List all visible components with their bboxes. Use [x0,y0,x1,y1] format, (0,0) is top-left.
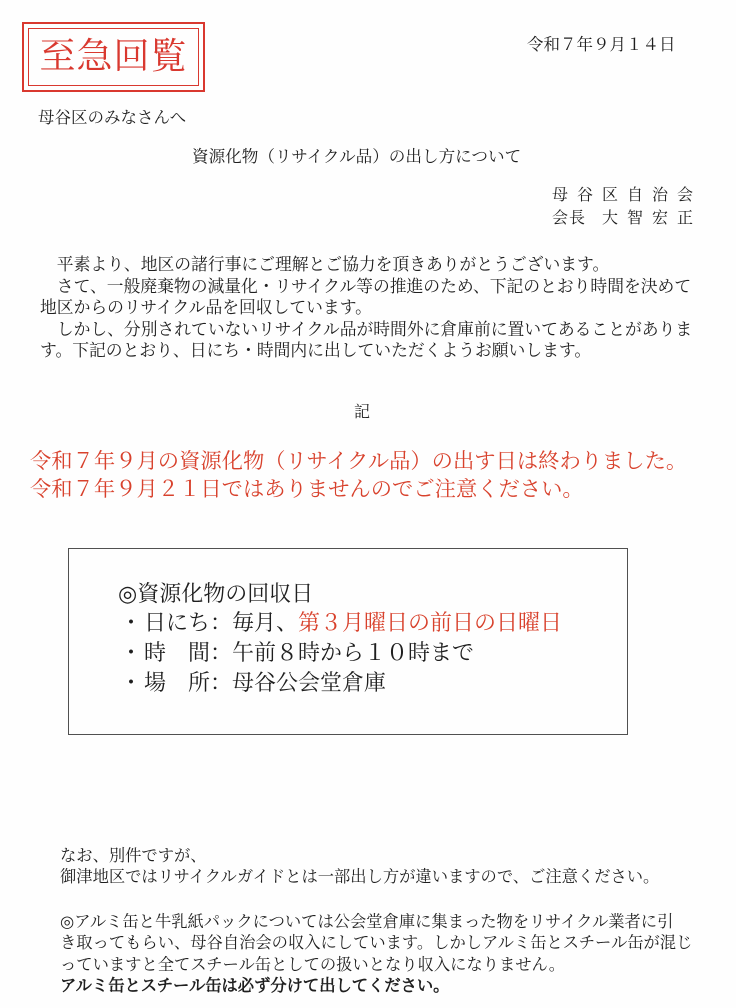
stamp-label: 至急回覧 [39,36,188,77]
addressee: 母谷区のみなさんへ [38,108,187,127]
issue-date: 令和７年９月１４日 [527,35,676,54]
red-notice [30,448,687,504]
aluminum-can-notice [60,911,692,996]
urgent-circulation-stamp [22,22,205,92]
notice-line: 令和７年９月の資源化物（リサイクル品）の出す日は終わりました。 [30,449,688,474]
item-value: 母谷公会堂倉庫 [232,671,387,696]
body-line: す。下記のとおり、日にち・時間内に出していただくようお願いします。 [40,340,592,360]
body-paragraph [40,254,692,362]
collection-schedule-box [68,548,628,735]
aluminum-line: き取ってもらい、母谷自治会の収入にしています。しかしアルミ缶とスチール缶が混じ [60,933,693,953]
collection-item-time [118,639,562,669]
footer-note [60,845,659,887]
item-value-highlight: 第３月曜日の前日の日曜日 [298,611,563,636]
bullet-icon: ・ [119,611,142,636]
aluminum-emphasis: アルミ缶とスチール缶は必ず分けて出してください。 [60,975,450,995]
bullet-icon: ・ [119,671,142,696]
item-label: 日にち： [144,611,233,636]
footer-note-line: 御津地区ではリサイクルガイドとは一部出し方が違いますので、ご注意ください。 [60,867,660,886]
body-line: さて、一般廃棄物の減量化・リサイクル等の推進のため、下記のとおり時間を決めて [40,275,692,296]
sender-organization: 母谷区自治会 [552,185,703,204]
bullet-icon: ・ [119,641,142,666]
document-title: 資源化物（リサイクル品）の出し方について [192,147,522,166]
footer-note-line: なお、別件ですが、 [60,846,207,865]
sender-chair-name: 大智宏正 [602,208,703,227]
stamp-inner-border [28,28,199,86]
collection-items [118,609,562,699]
item-label: 時 間： [144,641,233,666]
collection-item-date [118,609,562,639]
notice-line: 令和７年９月２１日ではありませんのでご注意ください。 [30,477,584,502]
aluminum-line: ◎アルミ缶と牛乳紙パックについては公会堂倉庫に集まった物をリサイクル業者に引 [60,912,674,931]
aluminum-line: っていますと全てスチール缶としての扱いとなり収入になりません。 [60,954,566,974]
collection-heading: ◎資源化物の回収日 [118,582,314,607]
ki-heading: 記 [354,402,371,421]
collection-item-place [118,669,562,699]
item-value: 毎月、 [232,611,299,636]
body-line: 地区からのリサイクル品を回収しています。 [40,297,372,317]
body-line: 平素より、地区の諸行事にご理解とご協力を頂きありがとうございます。 [40,254,610,274]
item-value: 午前８時から１０時まで [232,641,475,666]
sender-chair-title: 会長 [552,208,587,227]
body-line: しかし、分別されていないリサイクル品が時間外に倉庫前に置いてあることがありま [40,318,693,339]
item-label: 場 所： [144,671,233,696]
